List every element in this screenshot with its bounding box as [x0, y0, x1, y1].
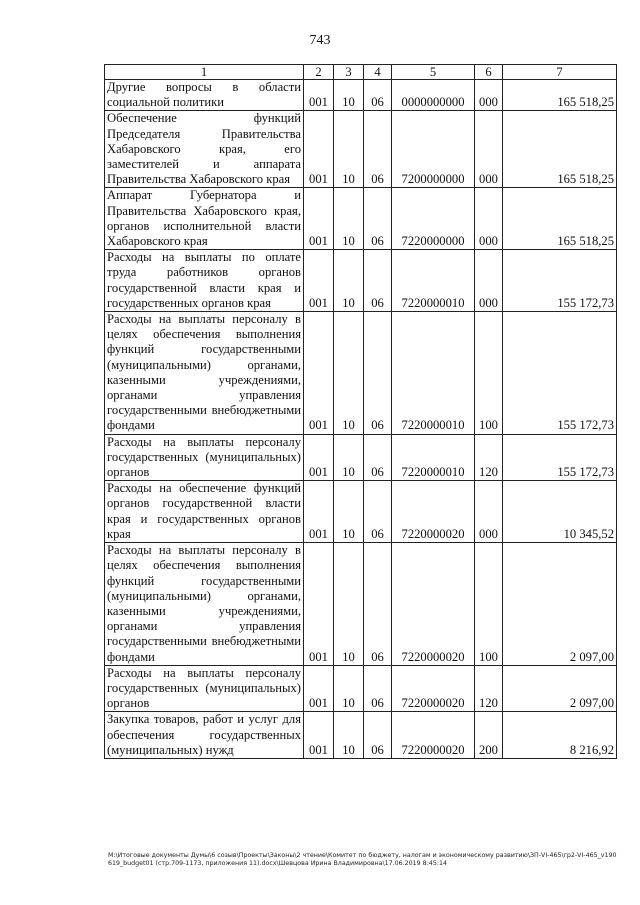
section-cell: 10 [334, 434, 364, 481]
row-name-cell: Расходы на выплаты персоналу государственных (муниципальных) органов [105, 434, 304, 481]
target-article-cell: 7220000010 [392, 434, 475, 481]
target-article-cell: 7200000000 [392, 111, 475, 188]
table-row [105, 665, 617, 712]
ministry-code-cell: 001 [304, 312, 334, 435]
amount-cell: 8 216,92 [503, 712, 617, 759]
table-row [105, 80, 617, 111]
section-cell: 10 [334, 80, 364, 111]
table-row [105, 111, 617, 188]
amount-cell: 165 518,25 [503, 111, 617, 188]
target-article-cell: 7220000020 [392, 712, 475, 759]
col-header-7: 7 [503, 65, 617, 80]
row-name-cell: Обеспечение функций Председателя Правительства Хабаровского края, его заместителей и аппарата Правительства Хабаровского края [105, 111, 304, 188]
expense-type-cell: 000 [475, 111, 503, 188]
subsection-cell: 06 [364, 434, 392, 481]
section-cell: 10 [334, 250, 364, 312]
ministry-code-cell: 001 [304, 250, 334, 312]
section-cell: 10 [334, 481, 364, 543]
expense-type-cell: 200 [475, 712, 503, 759]
section-cell: 10 [334, 111, 364, 188]
target-article-cell: 7220000010 [392, 312, 475, 435]
budget-table [104, 64, 617, 759]
table-row [105, 188, 617, 250]
section-cell: 10 [334, 712, 364, 759]
expense-type-cell: 100 [475, 312, 503, 435]
row-name-cell: Другие вопросы в области социальной политики [105, 80, 304, 111]
target-article-cell: 7220000020 [392, 665, 475, 712]
col-header-2: 2 [304, 65, 334, 80]
row-name-cell: Аппарат Губернатора и Правительства Хабаровского края, органов исполнительной власти Хабаровского края [105, 188, 304, 250]
ministry-code-cell: 001 [304, 665, 334, 712]
subsection-cell: 06 [364, 543, 392, 666]
ministry-code-cell: 001 [304, 188, 334, 250]
amount-cell: 155 172,73 [503, 250, 617, 312]
ministry-code-cell: 001 [304, 111, 334, 188]
target-article-cell: 0000000000 [392, 80, 475, 111]
section-cell: 10 [334, 665, 364, 712]
target-article-cell: 7220000020 [392, 481, 475, 543]
file-path-footer: М:\Итоговые документы Думы\6 созыв\Проекты\Законы\2 чтение\Комитет по бюджету, налогам и экономическому развитию\ЗП-VI-465\гр2-VI-465_v190619_budget01 (стр.709-1173, приложения 11).docx\Шевцова Ирина Владимировна\17.06.2019 8:45:14 [108, 852, 617, 867]
amount-cell: 165 518,25 [503, 80, 617, 111]
subsection-cell: 06 [364, 712, 392, 759]
table-row [105, 312, 617, 435]
ministry-code-cell: 001 [304, 543, 334, 666]
row-name-cell: Расходы на обеспечение функций органов государственной власти края и государственных органов края [105, 481, 304, 543]
amount-cell: 155 172,73 [503, 312, 617, 435]
subsection-cell: 06 [364, 80, 392, 111]
col-header-3: 3 [334, 65, 364, 80]
table-row [105, 250, 617, 312]
amount-cell: 2 097,00 [503, 543, 617, 666]
subsection-cell: 06 [364, 250, 392, 312]
target-article-cell: 7220000000 [392, 188, 475, 250]
table-row [105, 712, 617, 759]
subsection-cell: 06 [364, 665, 392, 712]
target-article-cell: 7220000010 [392, 250, 475, 312]
header-row [105, 65, 617, 80]
amount-cell: 10 345,52 [503, 481, 617, 543]
col-header-6: 6 [475, 65, 503, 80]
col-header-5: 5 [392, 65, 475, 80]
section-cell: 10 [334, 312, 364, 435]
subsection-cell: 06 [364, 188, 392, 250]
page-number: 743 [309, 33, 331, 48]
row-name-cell: Расходы на выплаты персоналу в целях обеспечения выполнения функций государственными (муниципальными) органами, казенными учреждениями, органами управления государственными внебюджетными фондами [105, 312, 304, 435]
table-row [105, 481, 617, 543]
expense-type-cell: 120 [475, 434, 503, 481]
table-row [105, 543, 617, 666]
section-cell: 10 [334, 188, 364, 250]
expense-type-cell: 100 [475, 543, 503, 666]
amount-cell: 155 172,73 [503, 434, 617, 481]
ministry-code-cell: 001 [304, 481, 334, 543]
expense-type-cell: 000 [475, 188, 503, 250]
row-name-cell: Расходы на выплаты по оплате труда работников органов государственной власти края и государственных органов края [105, 250, 304, 312]
subsection-cell: 06 [364, 111, 392, 188]
subsection-cell: 06 [364, 481, 392, 543]
section-cell: 10 [334, 543, 364, 666]
ministry-code-cell: 001 [304, 434, 334, 481]
amount-cell: 2 097,00 [503, 665, 617, 712]
target-article-cell: 7220000020 [392, 543, 475, 666]
row-name-cell: Расходы на выплаты персоналу государственных (муниципальных) органов [105, 665, 304, 712]
ministry-code-cell: 001 [304, 712, 334, 759]
expense-type-cell: 000 [475, 250, 503, 312]
col-header-4: 4 [364, 65, 392, 80]
expense-type-cell: 120 [475, 665, 503, 712]
row-name-cell: Расходы на выплаты персоналу в целях обеспечения выполнения функций государственными (муниципальными) органами, казенными учреждениями, органами управления государственными внебюджетными фондами [105, 543, 304, 666]
subsection-cell: 06 [364, 312, 392, 435]
amount-cell: 165 518,25 [503, 188, 617, 250]
expense-type-cell: 000 [475, 481, 503, 543]
expense-type-cell: 000 [475, 80, 503, 111]
ministry-code-cell: 001 [304, 80, 334, 111]
table-row [105, 434, 617, 481]
row-name-cell: Закупка товаров, работ и услуг для обеспечения государственных (муниципальных) нужд [105, 712, 304, 759]
col-header-1: 1 [105, 65, 304, 80]
